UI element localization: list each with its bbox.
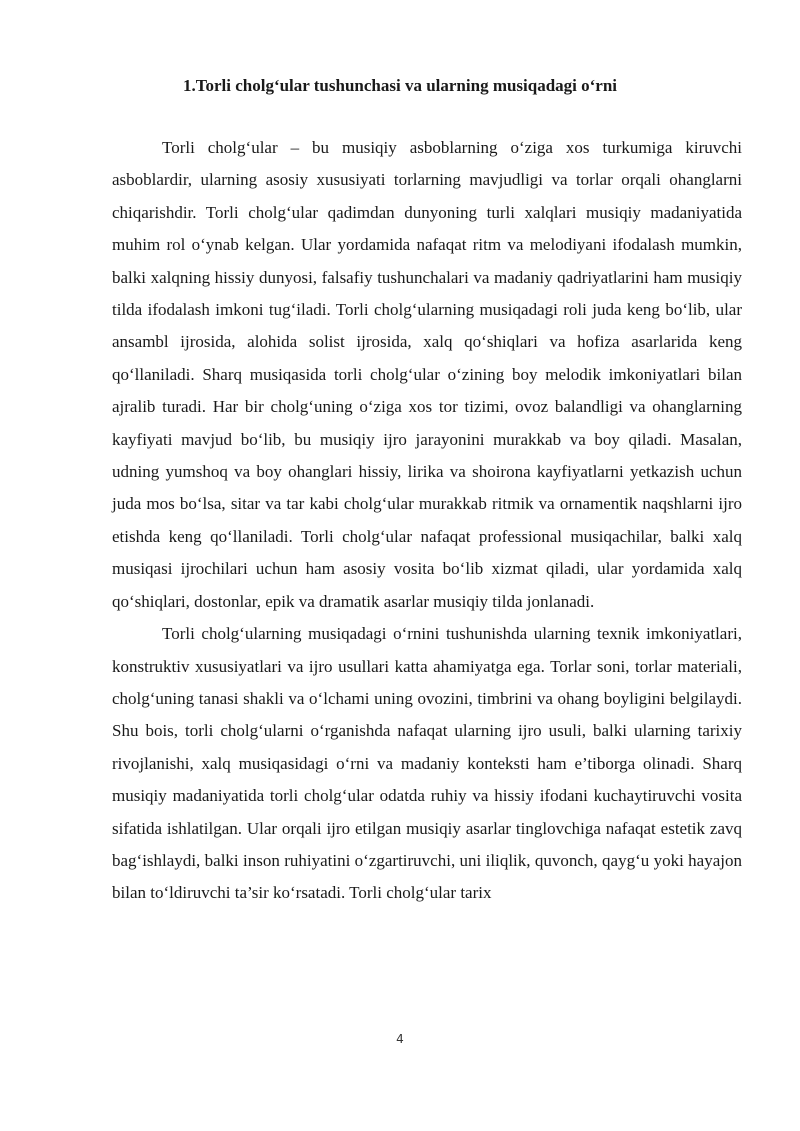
- page-number: 4: [396, 1032, 404, 1046]
- section-heading: 1.Torli cholg‘ular tushunchasi va ularning musiqadagi o‘rni: [182, 76, 618, 95]
- paragraph-1: Torli cholg‘ular – bu musiqiy asboblarning o‘ziga xos turkumiga kiruvchi asboblardir, ularning asosiy xususiyati torlarning mavjudligi va torlar orqali ohanglarni chiqarishdir. Torli cholg‘ular qadimdan dunyoning turli xalqlari musiqiy madaniyatida muhim rol o‘ynab kelgan. Ular yordamida nafaqat ritm va melodiyani ifodalash mumkin, balki xalqning hissiy dunyosi, falsafiy tushunchalari va madaniy qadriyatlarini ham musiqiy tilda ifodalash imkoni tug‘iladi. Torli cholg‘ularning musiqadagi roli juda keng bo‘lib, ular ansambl ijrosida, alohida solist ijrosida, xalq qo‘shiqlari va hofiza asarlarida keng qo‘llaniladi. Sharq musiqasida torli cholg‘ular o‘zining boy melodik imkoniyatlari bilan ajralib turadi. Har bir cholg‘uning o‘ziga xos tor tizimi, ovoz balandligi va ohanglarning kayfiyati mavjud bo‘lib, bu musiqiy ijro jarayonini murakkab va boy qiladi. Masalan, udning yumshoq va boy ohanglari hissiy, lirika va shoirona kayfiyatlarni yetkazish uchun juda mos bo‘lsa, sitar va tar kabi cholg‘ular murakkab ritmik va ornamentik naqshlarni ijro etishda keng qo‘llaniladi. Torli cholg‘ular nafaqat professional musiqachilar, balki xalq musiqasi ijrochilari uchun ham asosiy vosita bo‘lib xizmat qiladi, ular yordamida xalq qo‘shiqlari, dostonlar, epik va dramatik asarlar musiqiy tilda jonlanadi.: [112, 138, 742, 611]
- body-text: [112, 132, 742, 910]
- paragraph-2: Torli cholg‘ularning musiqadagi o‘rnini tushunishda ularning texnik imkoniyatlari, konstruktiv xususiyatlari va ijro usullari katta ahamiyatga ega. Torlar soni, torlar materiali, cholg‘uning tanasi shakli va o‘lchami uning ovozini, timbrini va ohang boyligini belgilaydi. Shu bois, torli cholg‘ularni o‘rganishda nafaqat ularning ijro usuli, balki ularning tarixiy rivojlanishi, xalq musiqasidagi o‘rni va madaniy konteksti ham e’tiborga olinadi. Sharq musiqiy madaniyatida torli cholg‘ular odatda ruhiy va hissiy ifodani kuchaytiruvchi vosita sifatida ishlatilgan. Ular orqali ijro etilgan musiqiy asarlar tinglovchiga nafaqat estetik zavq bag‘ishlaydi, balki inson ruhiyatini o‘zgartiruvchi, uni iliqlik, quvonch, qayg‘u yoki hayajon bilan to‘ldiruvchi ta’sir ko‘rsatadi. Torli cholg‘ular tarix: [112, 624, 742, 903]
